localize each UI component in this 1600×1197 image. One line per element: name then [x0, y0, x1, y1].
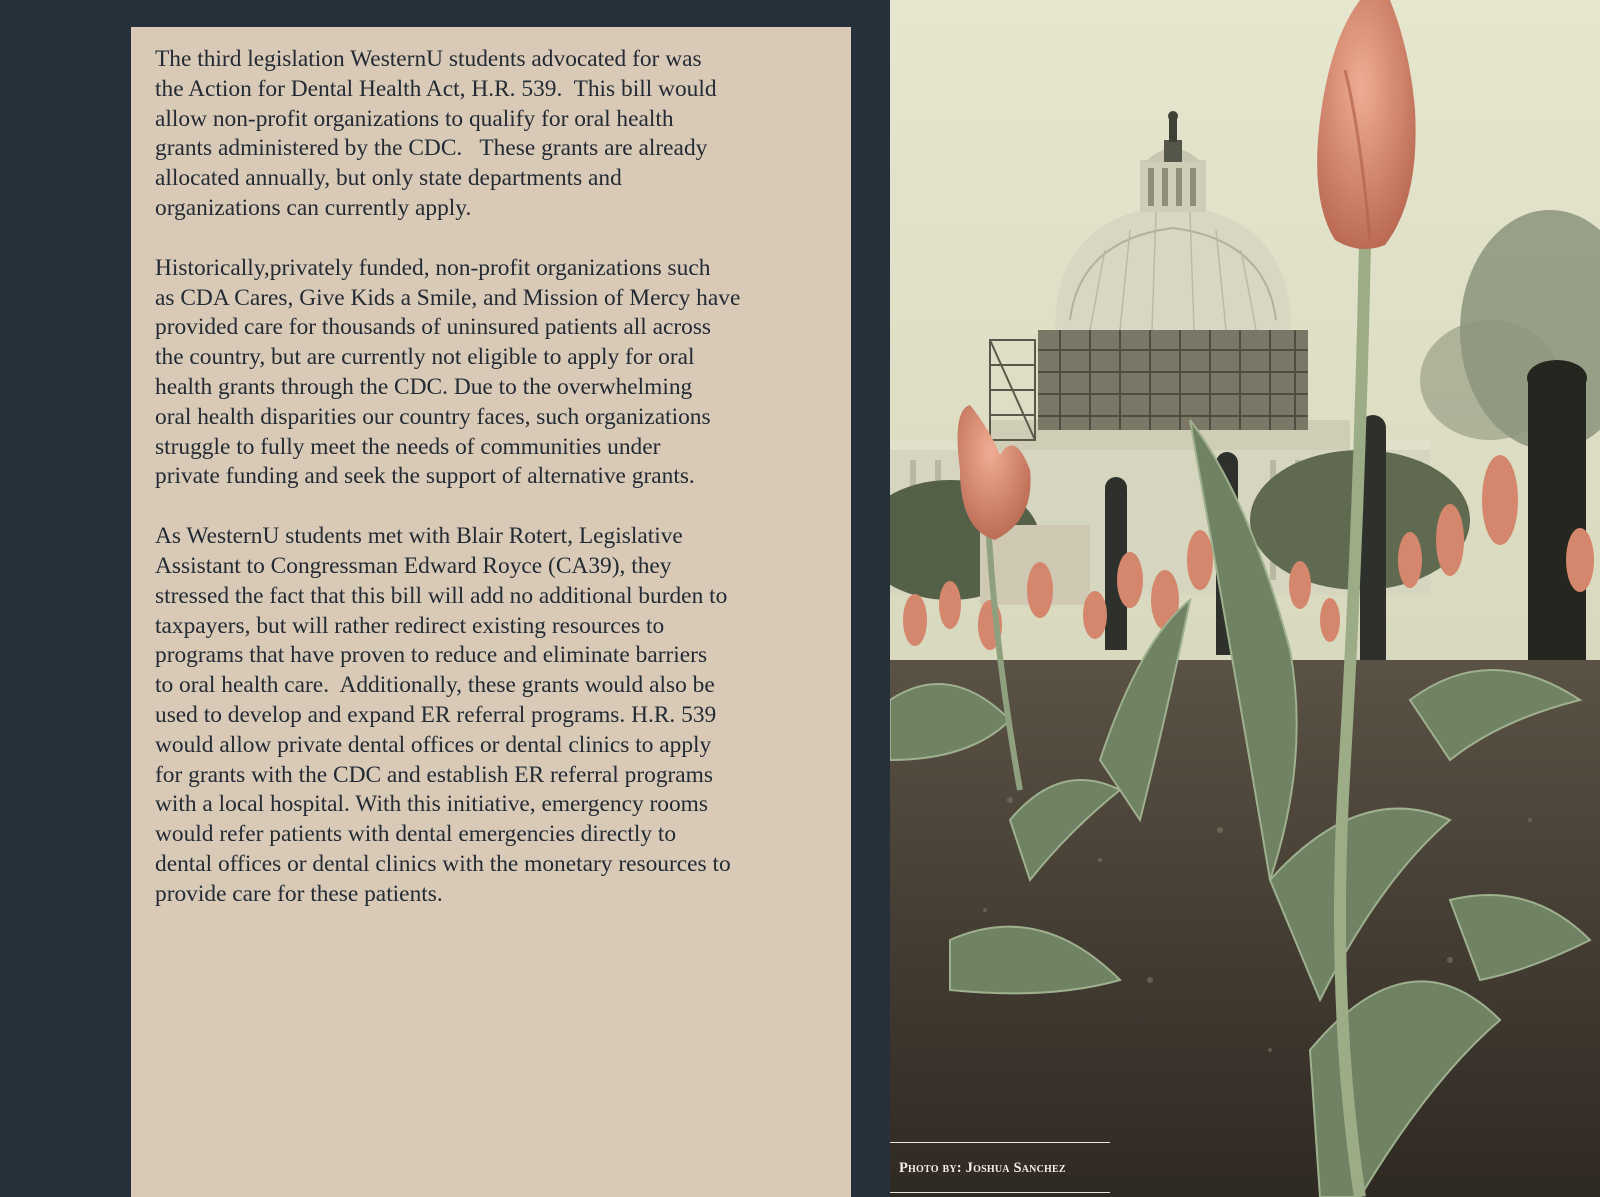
article-paragraph-2: Historically,privately funded, non-profit organizations such as CDA Cares, Give Kids a Smile, and Mission of Mercy have provided care for thousands of uninsured patients all across the country, but are currently not eligible to apply for oral health grants through the CDC. Due to the overwhelming oral health disparities our country faces, such organizations struggle to fully meet the needs of communities under private funding and seek the support of alternative grants.	[155, 254, 741, 490]
capitol-tulips-photo	[890, 0, 1600, 1197]
article-paragraph-3: As WesternU students met with Blair Rotert, Legislative Assistant to Congressman Edward Royce (CA39), they stressed the fact that this bill will add no additional burden to taxpayers, but will rather redirect existing resources to programs that have proven to reduce and eliminate barriers to oral health care. Additionally, these grants would also be used to develop and expand ER referral programs. H.R. 539 would allow private dental offices or dental clinics to apply for grants with the CDC and establish ER referral programs with a local hospital. With this initiative, emergency rooms would refer patients with dental emergencies directly to dental offices or dental clinics with the monetary resources to provide care for these patients.	[155, 523, 731, 907]
photo-credit: Photo by: Joshua Sanchez	[899, 1160, 1066, 1176]
photo-illustration	[890, 0, 1600, 1197]
article-paragraph-1: The third legislation WesternU students advocated for was the Action for Dental Health Act, H.R. 539. This bill would allow non-profit organizations to qualify for oral health grants administered by the CDC. These grants are already allocated annually, but only state departments and organizations can currently apply.	[155, 46, 717, 221]
article-text-panel	[131, 27, 851, 1197]
credit-rule-top	[890, 1142, 1110, 1143]
credit-rule-bottom	[890, 1192, 1110, 1193]
